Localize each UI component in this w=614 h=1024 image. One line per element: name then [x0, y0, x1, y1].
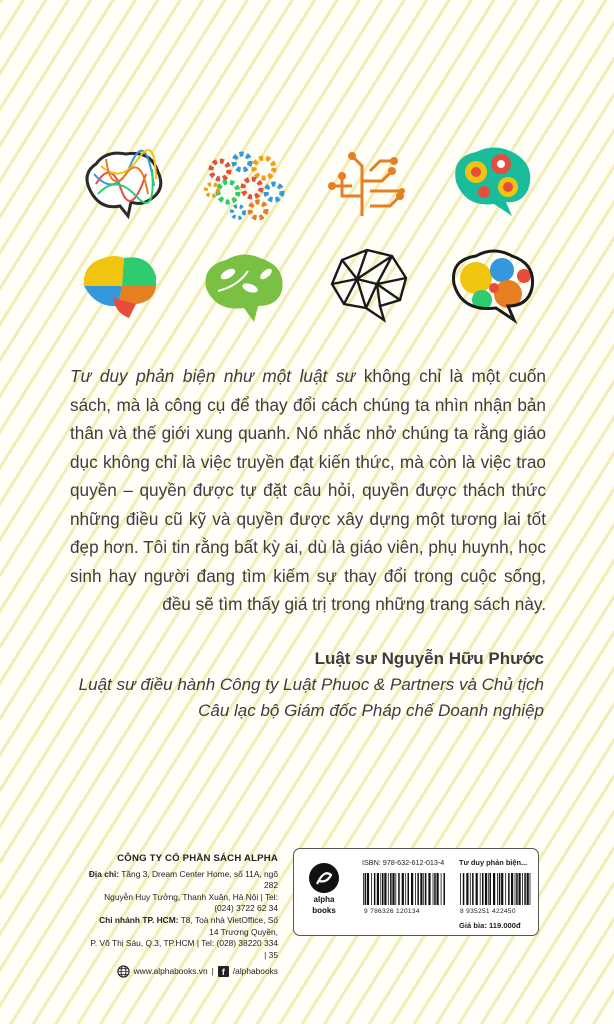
barcode-bar [508, 873, 510, 905]
barcode-bar [402, 873, 404, 905]
barcode-bar [511, 873, 513, 905]
barcode-bar [408, 873, 410, 905]
barcode-bar [398, 873, 400, 905]
product-barcode-digits: 8 935251 422450 [460, 908, 516, 915]
barcode-bar [417, 873, 419, 905]
barcode-bar [363, 873, 364, 905]
barcode-bar [392, 873, 394, 905]
barcode-bar [472, 873, 474, 905]
address-line2: Nguyễn Huy Tưởng, Thanh Xuân, Hà Nội | Tel: (024) 3722 62 34 [104, 891, 278, 914]
barcode-bar [466, 873, 468, 905]
barcode-bar [490, 873, 492, 905]
globe-icon [117, 965, 130, 978]
author-name: Luật sư Nguyễn Hữu Phước [314, 649, 544, 668]
branch-label: Chi nhánh TP. HCM: [99, 914, 179, 925]
leaf-brain-icon [198, 246, 288, 326]
alpha-books-logo [300, 863, 348, 915]
publisher-info [88, 853, 278, 978]
barcode-bar [497, 873, 498, 905]
barcode-bar [415, 873, 416, 905]
barcode-bar [433, 873, 434, 905]
separator: | [211, 966, 214, 977]
author-role-line2: Câu lạc bộ Giám đốc Pháp chế Doanh nghiệp [198, 701, 544, 720]
barcode-bar [522, 873, 523, 905]
cover-price: Giá bìa: 119.000đ [459, 921, 521, 930]
barcode-bar [505, 873, 506, 905]
barcode-bar [384, 873, 386, 905]
barcode-bar [428, 873, 430, 905]
facebook-link[interactable]: /alphabooks [232, 966, 278, 977]
barcode-bar [441, 873, 442, 905]
barcode-box [293, 848, 539, 936]
barcode-bar [480, 873, 481, 905]
publisher-name: CÔNG TY CỔ PHẦN SÁCH ALPHA [117, 853, 278, 864]
address-line1 [88, 869, 278, 892]
barcode-bar [501, 873, 503, 905]
barcode-bar [434, 873, 436, 905]
quote-paragraph [70, 362, 546, 619]
website-link[interactable]: www.alphabooks.vn [133, 966, 208, 977]
barcode-bar [382, 873, 384, 905]
book-title-label: Tư duy phản biện... [459, 858, 528, 867]
barcode-bar [380, 873, 381, 905]
barcode-bar [367, 873, 369, 905]
barcode-bar [444, 873, 446, 905]
barcode-bar [411, 873, 413, 905]
barcode-bar [488, 873, 489, 905]
circuit-brain-icon [322, 146, 412, 226]
barcode-bar [493, 873, 495, 905]
barcode-bar [405, 873, 406, 905]
barcode-bar [482, 873, 484, 905]
quote-body: không chỉ là một cuốn sách, mà là công cụ để thay đổi cách chúng ta nhìn nhận bản thân và thế giới xung quanh. Nó nhắc nhở chúng ta rằng giáo dục không chỉ là việc truyền đạt kiến thức, mà còn là việc trao quyền – quyền được tự đặt câu hỏi, quyền được thách thức những điều cũ kỹ và quyền được xây dựng một tương lai tốt đẹp hơn. Tôi tin rằng bất kỳ ai, dù là giáo viên, phụ huynh, học sinh hay người đang tìm kiếm sự thay đổi trong cuộc sống, đều sẽ tìm thấy giá trị trong những trang sách này. [70, 366, 546, 614]
barcode-bar [463, 873, 465, 905]
logo-text-alpha: alpha [313, 895, 335, 904]
barcode-bar [476, 873, 478, 905]
speech-bubble-brain-icon [446, 142, 536, 222]
barcode-bar [390, 873, 392, 905]
author-role-line1: Luật sư điều hành Công ty Luật Phuoc & Partners và Chủ tịch [78, 675, 544, 694]
branch-line2: P. Võ Thị Sáu, Q.3, TP.HCM | Tel: (028) 38220 334 | 35 [90, 938, 278, 960]
barcode-bar [519, 873, 521, 905]
branch-line1 [88, 915, 278, 938]
barcode-bar [423, 873, 424, 905]
address-label: Địa chỉ: [88, 868, 120, 879]
barcode-bar [515, 873, 516, 905]
barcode-bar [516, 873, 518, 905]
barcode-bar [420, 873, 422, 905]
web-row [88, 965, 278, 978]
quote-book-title: Tư duy phản biện như một luật sư [70, 366, 356, 386]
product-barcode [459, 873, 533, 905]
address-text1: Tầng 3, Dream Center Home, số 11A, ngõ 282 [121, 868, 278, 891]
isbn-barcode-digits: 9 786326 120134 [364, 908, 420, 915]
brain-icons-grid [70, 138, 540, 328]
barcode-bar [395, 873, 396, 905]
barcode-bar [527, 873, 529, 905]
logo-text-books: books [312, 906, 336, 915]
branch-text1: T8, Toà nhà VietOffice, Số 14 Trương Quyền, [180, 914, 278, 937]
barcode-bar [499, 873, 501, 905]
barcode-bar [388, 873, 389, 905]
barcode-bar [530, 873, 531, 905]
author-block [79, 646, 544, 724]
barcode-bar [374, 873, 376, 905]
colorful-lobes-brain-icon [74, 246, 164, 326]
alpha-logo-mark-icon [309, 863, 339, 893]
barcode-bar [460, 873, 461, 905]
geometric-network-brain-icon [322, 244, 412, 324]
tangled-lines-brain-icon [76, 144, 166, 224]
isbn-barcode [362, 873, 448, 905]
gears-brain-icon [198, 146, 288, 226]
barcode-bar [485, 873, 487, 905]
barcode-bar [524, 873, 526, 905]
bubbles-outline-brain-icon [446, 244, 536, 324]
barcode-bar [425, 873, 427, 905]
barcode-bar [377, 873, 379, 905]
isbn-label: ISBN: 978-632-612-013-4 [362, 858, 445, 867]
barcode-bar [470, 873, 471, 905]
facebook-icon: f [218, 966, 229, 977]
barcode-bar [365, 873, 367, 905]
barcode-bar [437, 873, 439, 905]
barcode-bar [371, 873, 372, 905]
